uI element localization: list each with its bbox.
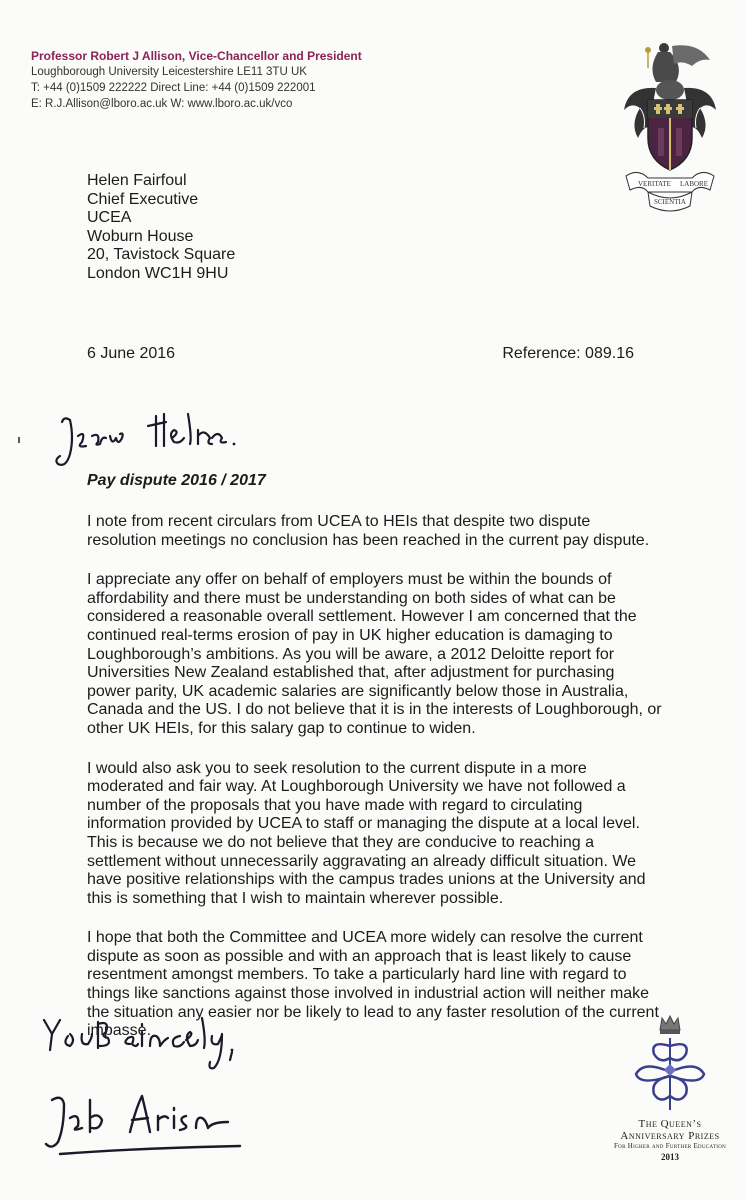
crest-motto-left: VERITATE <box>638 180 671 188</box>
sender-phones: T: +44 (0)1509 222222 Direct Line: +44 (0)1509 222001 <box>31 82 316 94</box>
crown-knot-icon <box>630 1010 710 1114</box>
letter-body <box>87 513 662 1062</box>
recipient-address <box>87 172 235 284</box>
body-paragraph: I would also ask you to seek resolution to the current dispute in a more moderated and fair way. At Loughborough University we have not followed a number of the proposals that you have made with regard to circulating information provided by UCEA to staff or managing the dispute at a local level. This is because we do not believe that they are conducive to reaching a settlement without unnecessarily aggravating an already difficult situation. We have positive relationships with the campus trades unions at the University and this is something that I wish to maintain wherever possible. <box>87 759 646 907</box>
recipient-line: London WC1H 9HU <box>87 264 229 282</box>
body-paragraph: I hope that both the Committee and UCEA more widely can resolve the current dispute as soon as possible and with an approach that is least likely to cause resentment amongst members. To take a particularly hard line with regard to things like sanctions against those involved in industrial action will neither make the situation any easier nor be likely to lead to any faster resolution of the current impasse. <box>87 929 659 1040</box>
recipient-line: Woburn House <box>87 227 194 245</box>
recipient-line: Helen Fairfoul <box>87 172 187 189</box>
letter-subject: Pay dispute 2016 / 2017 <box>87 472 266 489</box>
margin-mark <box>18 437 20 443</box>
award-subtitle: For Higher and Further Education <box>613 1142 727 1150</box>
body-paragraph: I appreciate any offer on behalf of employers must be within the bounds of affordability and there must be understanding on both sides of what can be considered a reasonable overall settlement. However I am concerned that the continued real-terms erosion of pay in UK higher education is damaging to Loughborough’s ambitions. As you will be aware, a 2012 Deloitte report for Universities New Zealand established that, after adjustment for purchasing power parity, UK academic salaries are significantly below those in Australia, Canada and the US. I do not believe that it is in the interests of Loughborough, or other UK HEIs, for this salary gap to continue to widen. <box>87 571 662 737</box>
recipient-line: 20, Tavistock Square <box>87 246 236 264</box>
queens-anniversary-prizes-logo <box>606 1010 734 1162</box>
letter-date: 6 June 2016 <box>87 345 176 362</box>
letter-reference: Reference: 089.16 <box>502 345 634 362</box>
sender-contact: E: R.J.Allison@lboro.ac.uk W: www.lboro.ac.uk/vco <box>31 98 293 110</box>
sender-name: Professor Robert J Allison, Vice-Chancellor and President <box>31 49 362 63</box>
award-title-line2: Anniversary Prizes <box>620 1130 720 1142</box>
recipient-line: Chief Executive <box>87 190 199 208</box>
university-crest <box>618 38 722 216</box>
crest-motto-bottom: SCIENTIA <box>654 198 686 206</box>
sender-institution: Loughborough University Leicestershire LE11 3TU UK <box>31 66 307 78</box>
recipient-line: UCEA <box>87 209 132 227</box>
crest-motto-right: LABORE <box>680 180 708 188</box>
award-title-line1: The Queen’s <box>638 1118 702 1130</box>
body-paragraph: I note from recent circulars from UCEA to HEIs that despite two dispute resolution meetings no conclusion has been reached in the current pay dispute. <box>87 513 650 549</box>
handwritten-closing <box>38 1010 288 1080</box>
award-year: 2013 <box>661 1152 679 1162</box>
handwritten-signature <box>40 1088 280 1163</box>
letterhead <box>31 48 362 112</box>
handwritten-greeting <box>52 408 262 473</box>
